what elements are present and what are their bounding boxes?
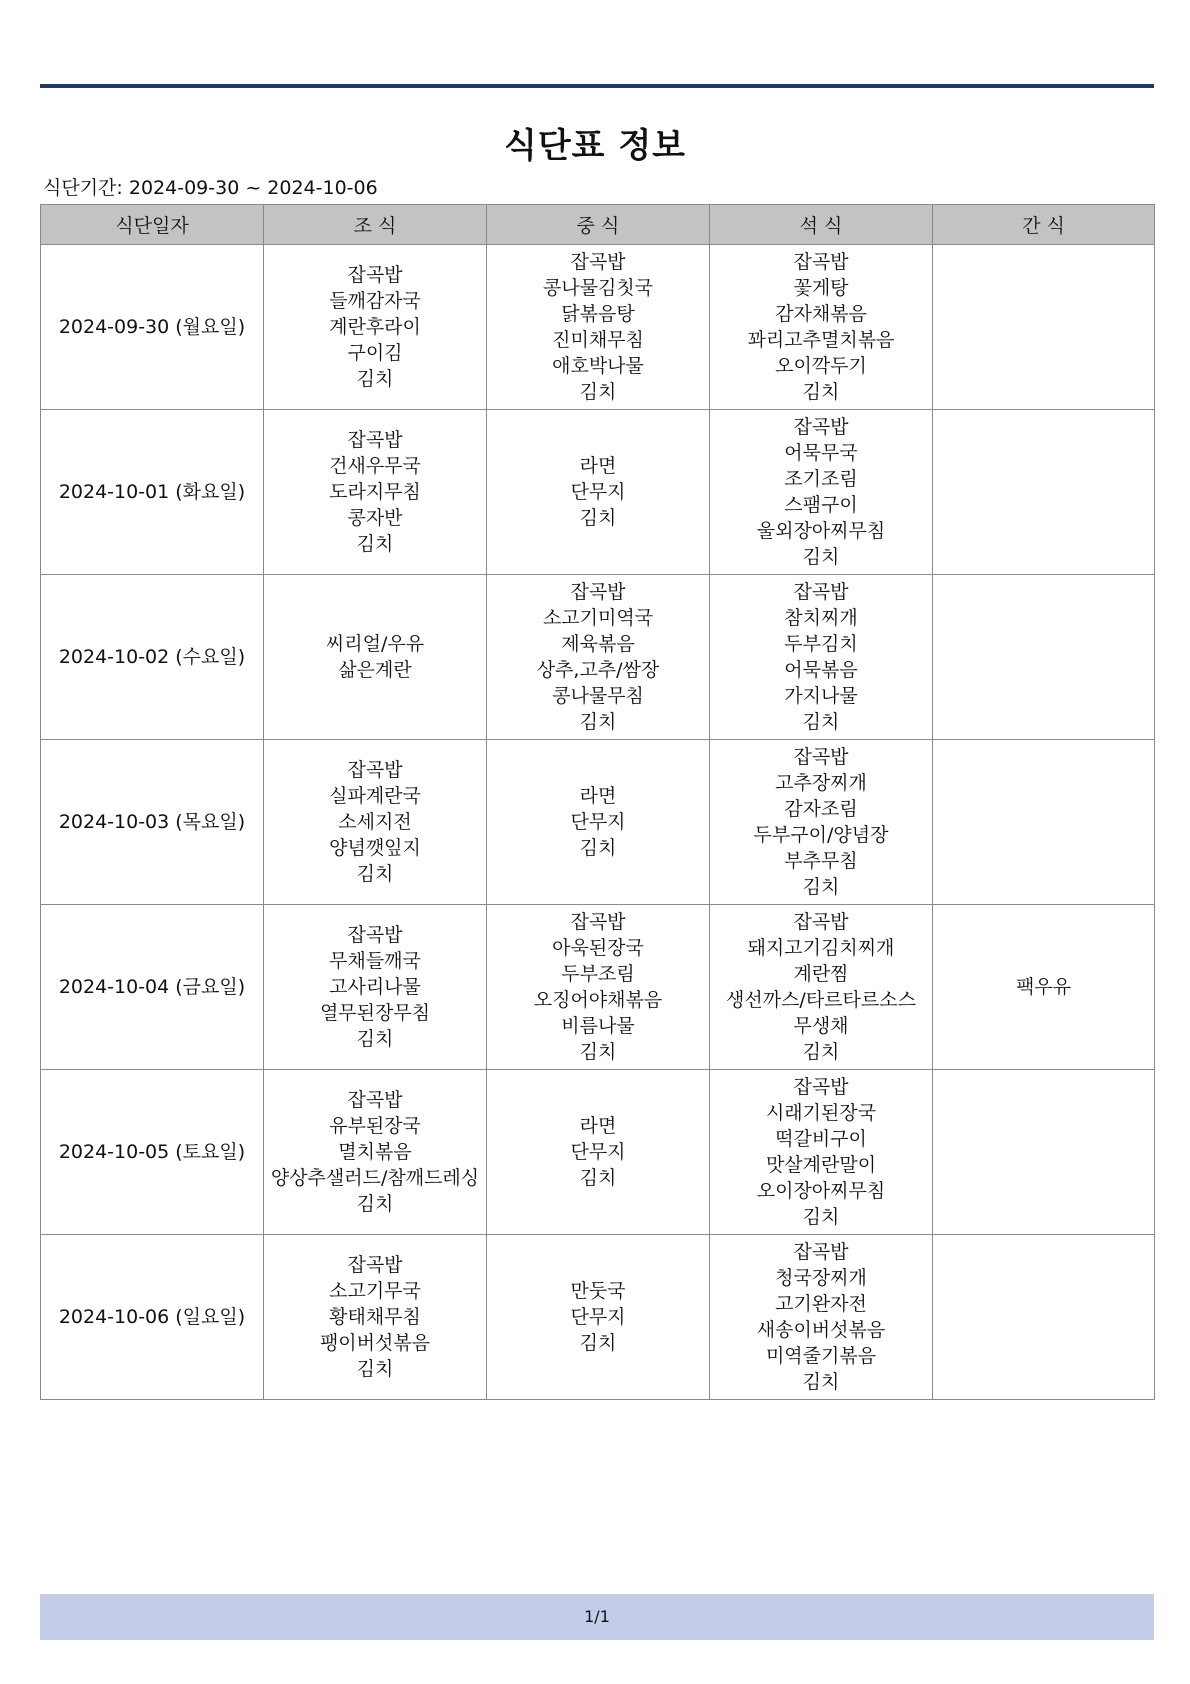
menu-item: 삶은계란 [338, 659, 412, 681]
menu-item: 비름나물 [561, 1015, 635, 1037]
menu-item: 어묵무국 [784, 442, 858, 464]
menu-item: 도라지무침 [329, 481, 421, 503]
menu-item: 오이장아찌무침 [756, 1180, 886, 1202]
meal-period: 식단기간: 2024-09-30 ~ 2024-10-06 [43, 177, 378, 199]
menu-item: 황태채무침 [329, 1306, 421, 1328]
menu-item: 제육볶음 [561, 633, 635, 655]
menu-item: 김치 [356, 1028, 394, 1050]
date-cell: 2024-10-01 (화요일) [41, 410, 264, 575]
menu-item: 김치 [802, 1041, 840, 1063]
menu-item: 청국장찌개 [775, 1267, 867, 1289]
menu-item: 김치 [802, 546, 840, 568]
lunch-cell [487, 740, 710, 905]
lunch-cell [487, 905, 710, 1070]
date-cell: 2024-10-06 (일요일) [41, 1235, 264, 1400]
snack-cell [933, 740, 1155, 905]
menu-item: 라면 [579, 1115, 617, 1137]
menu-item: 고기완자전 [775, 1293, 867, 1315]
menu-item: 김치 [356, 1193, 394, 1215]
menu-item: 김치 [579, 711, 617, 733]
menu-item: 잡곡밥 [347, 1089, 403, 1111]
lunch-cell [487, 575, 710, 740]
menu-item: 멸치볶음 [338, 1141, 412, 1163]
header-dinner: 석 식 [710, 205, 933, 245]
menu-item: 소고기미역국 [542, 607, 654, 629]
menu-item: 오징어야채볶음 [533, 989, 663, 1011]
menu-item: 계란후라이 [329, 316, 421, 338]
dinner-cell [710, 245, 933, 410]
menu-item: 어묵볶음 [784, 659, 858, 681]
table-row [41, 1235, 1155, 1400]
breakfast-cell [264, 1235, 487, 1400]
menu-item: 김치 [802, 711, 840, 733]
menu-item: 양상추샐러드/참깨드레싱 [270, 1167, 480, 1189]
menu-item: 새송이버섯볶음 [756, 1319, 886, 1341]
menu-item: 가지나물 [784, 685, 858, 707]
snack-cell [933, 1070, 1155, 1235]
meal-table [40, 204, 1155, 1400]
menu-item: 팽이버섯볶음 [319, 1332, 431, 1354]
menu-item: 두부김치 [784, 633, 858, 655]
menu-item: 김치 [356, 863, 394, 885]
snack-cell [933, 905, 1155, 1070]
breakfast-cell [264, 245, 487, 410]
menu-item: 김치 [356, 1358, 394, 1380]
menu-item: 미역줄기볶음 [765, 1345, 877, 1367]
table-row [41, 410, 1155, 575]
menu-item: 잡곡밥 [793, 416, 849, 438]
menu-item: 조기조림 [784, 468, 858, 490]
menu-item: 스팸구이 [784, 494, 858, 516]
menu-item: 김치 [579, 1332, 617, 1354]
header-lunch: 중 식 [487, 205, 710, 245]
menu-item: 감자조림 [784, 798, 858, 820]
menu-item: 상추,고추/쌈장 [536, 659, 660, 681]
menu-item: 단무지 [570, 481, 626, 503]
menu-item: 김치 [579, 381, 617, 403]
menu-item: 양념깻잎지 [329, 837, 421, 859]
dinner-cell [710, 740, 933, 905]
menu-item: 잡곡밥 [793, 1076, 849, 1098]
menu-item: 콩나물무침 [552, 685, 644, 707]
menu-item: 잡곡밥 [347, 264, 403, 286]
menu-item: 김치 [579, 1167, 617, 1189]
header-breakfast: 조 식 [264, 205, 487, 245]
menu-item: 부추무침 [784, 850, 858, 872]
table-header-row [41, 205, 1155, 245]
lunch-cell [487, 245, 710, 410]
menu-item: 떡갈비구이 [775, 1128, 867, 1150]
snack-cell [933, 575, 1155, 740]
top-divider [40, 84, 1154, 88]
menu-item: 김치 [356, 533, 394, 555]
table-body [41, 245, 1155, 1400]
menu-item: 김치 [579, 837, 617, 859]
menu-item: 건새우무국 [329, 455, 421, 477]
table-row [41, 905, 1155, 1070]
header-snack: 간 식 [933, 205, 1155, 245]
menu-item: 잡곡밥 [793, 581, 849, 603]
menu-item: 소고기무국 [329, 1280, 421, 1302]
table-row [41, 245, 1155, 410]
menu-item: 김치 [356, 368, 394, 390]
breakfast-cell [264, 740, 487, 905]
menu-item: 잡곡밥 [347, 759, 403, 781]
menu-item: 잡곡밥 [347, 429, 403, 451]
menu-item: 고추장찌개 [775, 772, 867, 794]
page-title: 식단표 정보 [503, 126, 687, 166]
snack-cell [933, 1235, 1155, 1400]
menu-item: 두부조림 [561, 963, 635, 985]
menu-item: 아욱된장국 [552, 937, 644, 959]
menu-item: 구이김 [347, 342, 403, 364]
breakfast-cell [264, 410, 487, 575]
menu-item: 감자채볶음 [775, 303, 867, 325]
menu-item: 만둣국 [570, 1280, 626, 1302]
menu-item: 단무지 [570, 811, 626, 833]
page-footer [40, 1594, 1154, 1640]
menu-item: 생선까스/타르타르소스 [726, 989, 916, 1011]
menu-item: 라면 [579, 785, 617, 807]
menu-item: 무생채 [793, 1015, 849, 1037]
menu-item: 잡곡밥 [793, 251, 849, 273]
date-cell: 2024-10-03 (목요일) [41, 740, 264, 905]
header-date: 식단일자 [41, 205, 264, 245]
menu-item: 김치 [802, 876, 840, 898]
menu-item: 김치 [802, 1371, 840, 1393]
dinner-cell [710, 1235, 933, 1400]
date-cell: 2024-09-30 (월요일) [41, 245, 264, 410]
dinner-cell [710, 905, 933, 1070]
dinner-cell [710, 410, 933, 575]
dinner-cell [710, 1070, 933, 1235]
menu-item: 시래기된장국 [765, 1102, 877, 1124]
menu-item: 꽈리고추멸치볶음 [747, 329, 895, 351]
menu-item: 닭볶음탕 [561, 303, 635, 325]
date-cell: 2024-10-02 (수요일) [41, 575, 264, 740]
breakfast-cell [264, 1070, 487, 1235]
menu-item: 애호박나물 [552, 355, 644, 377]
menu-item: 씨리얼/우유 [325, 633, 425, 655]
table-row [41, 575, 1155, 740]
menu-item: 참치찌개 [784, 607, 858, 629]
menu-item: 계란찜 [793, 963, 849, 985]
menu-item: 팩우유 [1015, 976, 1072, 998]
menu-item: 김치 [579, 1041, 617, 1063]
lunch-cell [487, 410, 710, 575]
menu-item: 들깨감자국 [329, 290, 421, 312]
menu-item: 소세지전 [338, 811, 412, 833]
breakfast-cell [264, 905, 487, 1070]
menu-item: 잡곡밥 [570, 251, 626, 273]
menu-item: 돼지고기김치찌개 [747, 937, 895, 959]
table-row [41, 1070, 1155, 1235]
menu-item: 잡곡밥 [570, 581, 626, 603]
date-cell: 2024-10-05 (토요일) [41, 1070, 264, 1235]
dinner-cell [710, 575, 933, 740]
menu-item: 꽃게탕 [793, 277, 849, 299]
table-row [41, 740, 1155, 905]
page-number: 1/1 [584, 1607, 610, 1626]
menu-item: 잡곡밥 [793, 1241, 849, 1263]
menu-item: 잡곡밥 [570, 911, 626, 933]
menu-item: 실파계란국 [329, 785, 421, 807]
menu-item: 잡곡밥 [347, 1254, 403, 1276]
menu-item: 단무지 [570, 1306, 626, 1328]
menu-item: 콩나물김칫국 [542, 277, 654, 299]
menu-item: 울외장아찌무침 [756, 520, 886, 542]
menu-item: 라면 [579, 455, 617, 477]
menu-item: 무채들깨국 [329, 950, 421, 972]
menu-item: 오이깍두기 [775, 355, 867, 377]
menu-item: 유부된장국 [329, 1115, 421, 1137]
menu-item: 잡곡밥 [793, 746, 849, 768]
snack-cell [933, 245, 1155, 410]
menu-item: 열무된장무침 [319, 1002, 431, 1024]
menu-item: 김치 [802, 381, 840, 403]
breakfast-cell [264, 575, 487, 740]
date-cell: 2024-10-04 (금요일) [41, 905, 264, 1070]
menu-item: 잡곡밥 [347, 924, 403, 946]
menu-item: 김치 [579, 507, 617, 529]
snack-cell [933, 410, 1155, 575]
menu-item: 단무지 [570, 1141, 626, 1163]
lunch-cell [487, 1235, 710, 1400]
menu-item: 고사리나물 [329, 976, 421, 998]
menu-item: 맛살계란말이 [765, 1154, 877, 1176]
menu-item: 잡곡밥 [793, 911, 849, 933]
menu-item: 두부구이/양념장 [753, 824, 889, 846]
menu-item: 김치 [802, 1206, 840, 1228]
menu-item: 콩자반 [347, 507, 403, 529]
menu-item: 진미채무침 [552, 329, 644, 351]
lunch-cell [487, 1070, 710, 1235]
